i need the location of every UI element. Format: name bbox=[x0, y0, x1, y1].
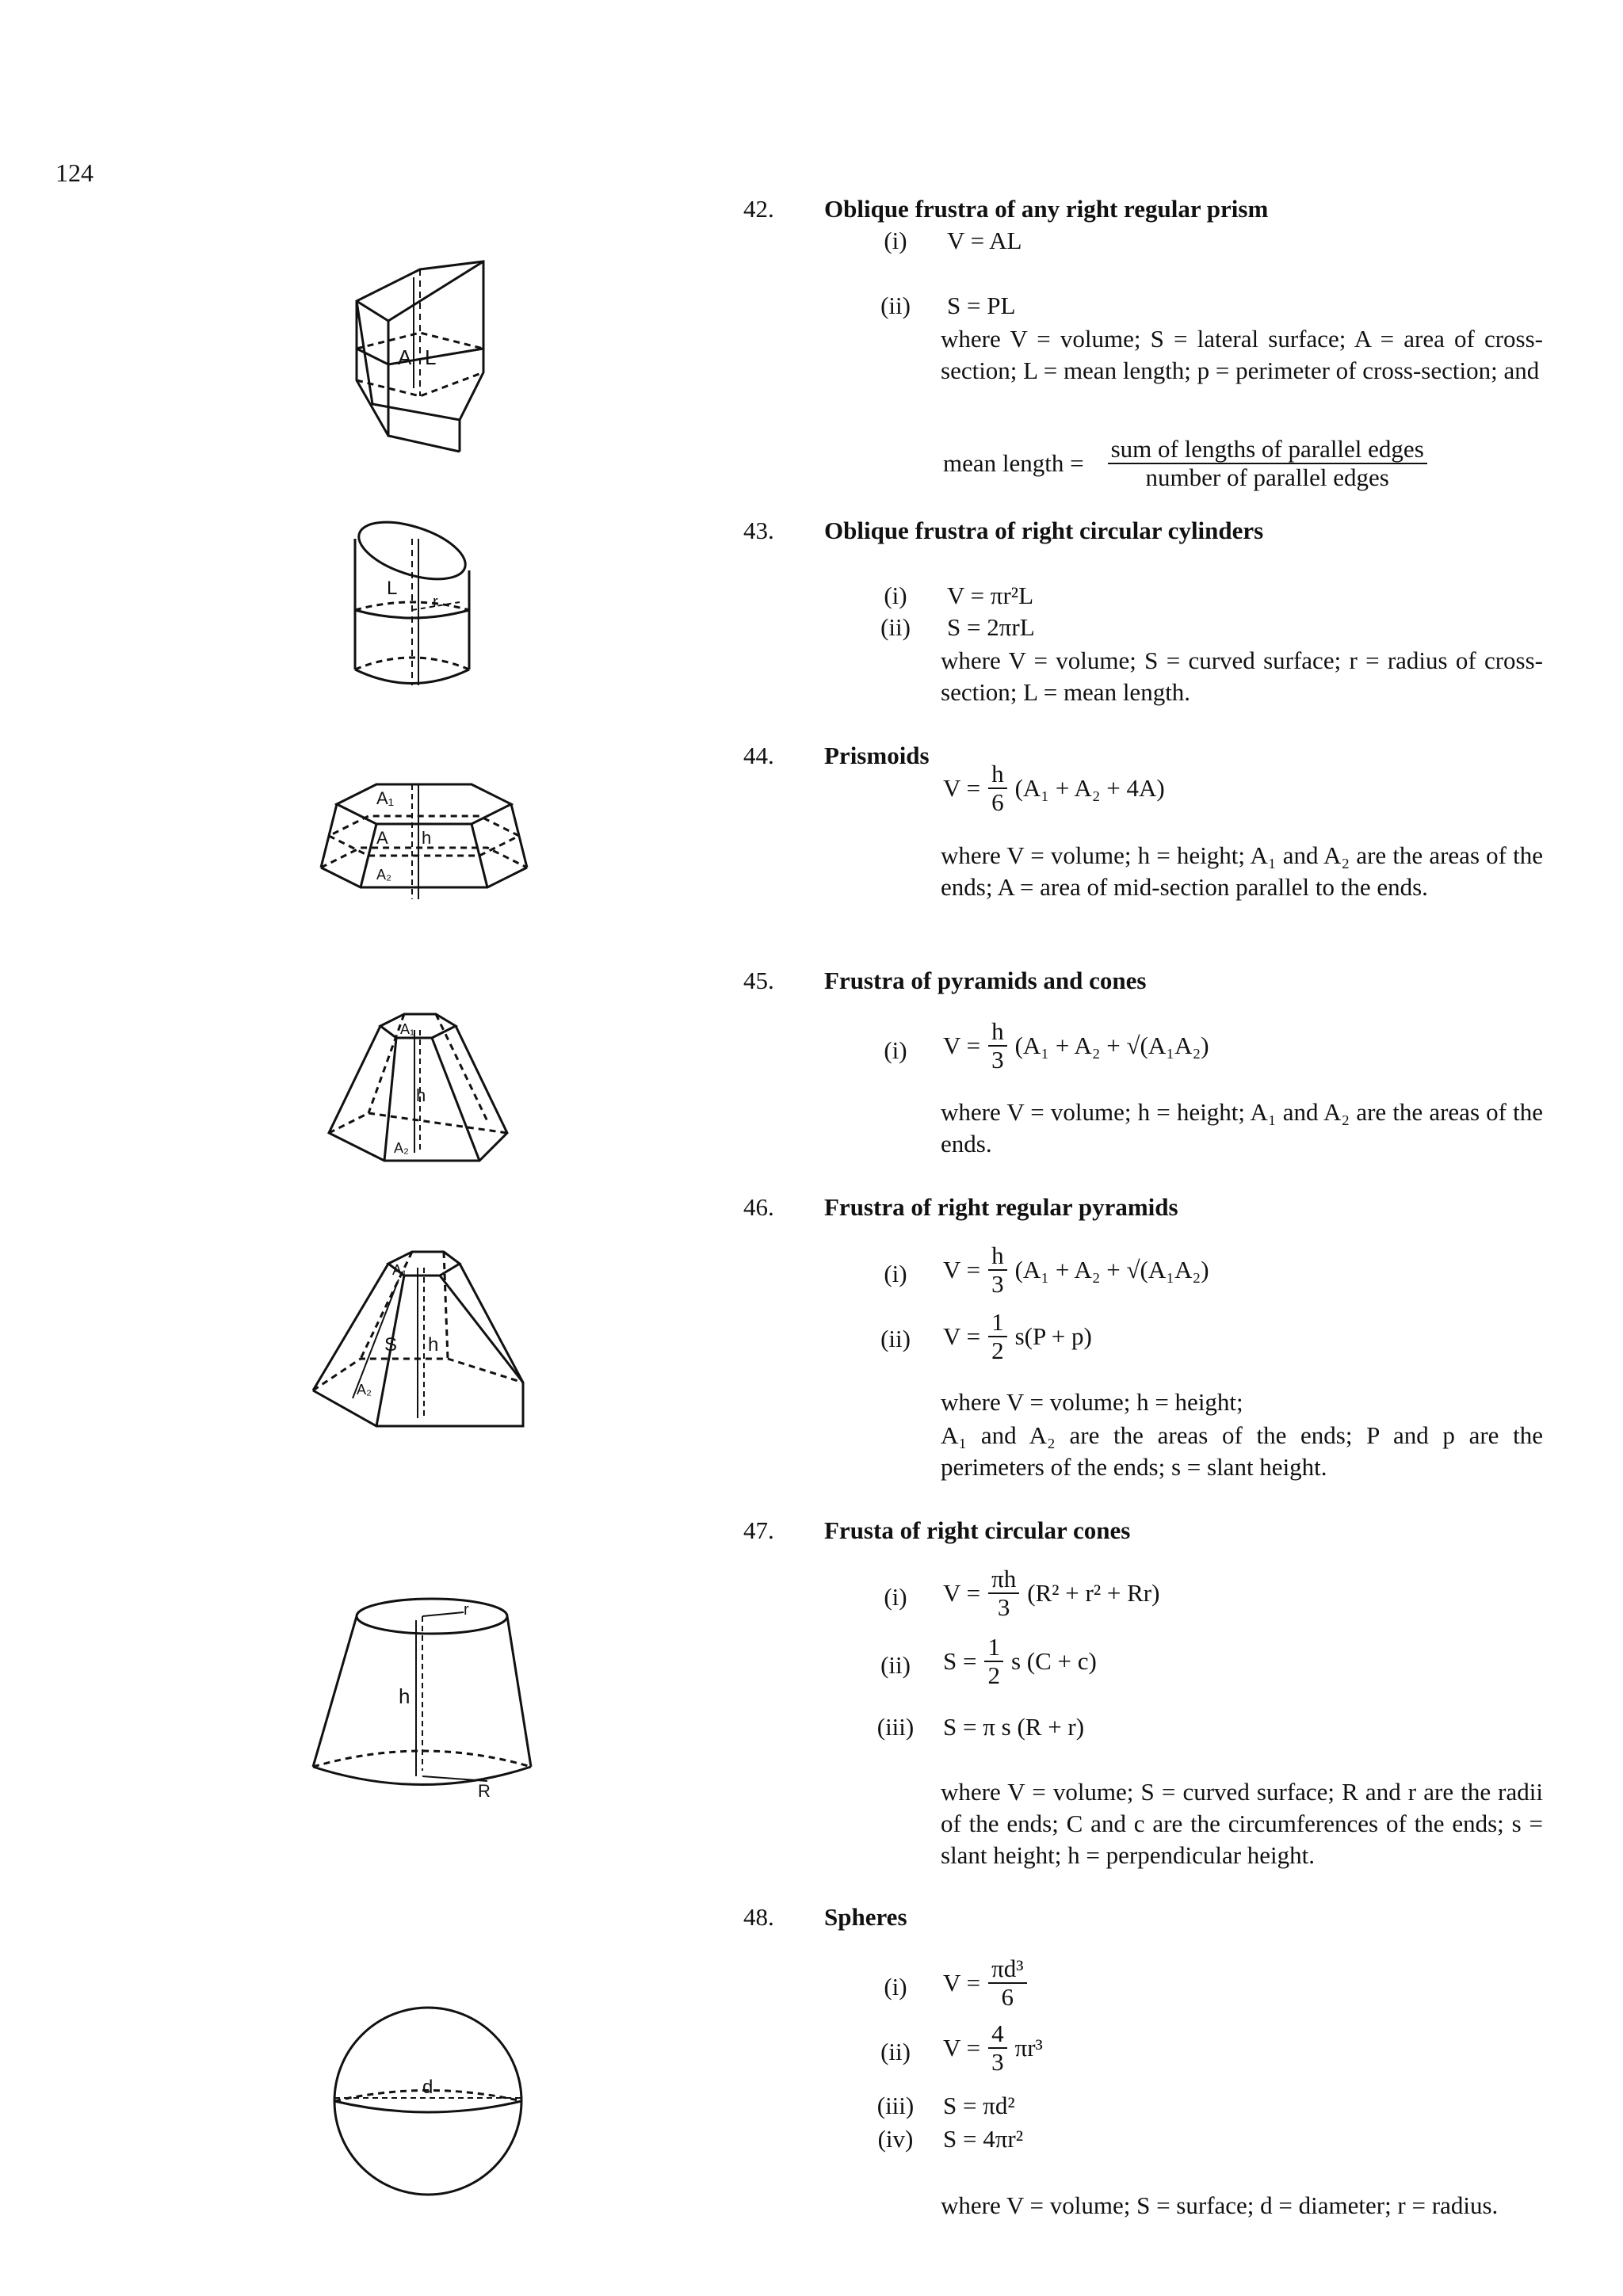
section-number: 47. bbox=[743, 1516, 774, 1544]
formula-index: (ii) bbox=[880, 613, 911, 641]
formula-index: (iii) bbox=[876, 2092, 915, 2119]
fig46-label-h: h bbox=[428, 1334, 439, 1356]
formula-rhs: s(P + p) bbox=[1014, 1322, 1092, 1350]
figure-cone-frustum bbox=[305, 1592, 535, 1806]
fraction-denominator: 2 bbox=[987, 1661, 1000, 1689]
formula-rhs: πr³ bbox=[1014, 2034, 1043, 2061]
formula-rhs: (A₁ + A₂ + √(A₁A₂) bbox=[1014, 1032, 1209, 1059]
formula: S = 4πr² bbox=[943, 2125, 1023, 2153]
figure-oblique-prism bbox=[341, 254, 523, 467]
formula bbox=[943, 761, 1165, 816]
description: where V = volume; S = curved surface; r = radius of cross-section; L = mean length. bbox=[941, 646, 1543, 706]
description: where V = volume; S = surface; d = diameter; r = radius. bbox=[941, 2191, 1499, 2219]
description: where V = volume; S = curved surface; R and r are the radii of the ends; C and c are the circumferences of the ends; s = slant height; h = perpendicular height. bbox=[941, 1778, 1543, 1869]
figure-pyramid-frustum bbox=[321, 1002, 511, 1169]
formula: S = 2πrL bbox=[947, 613, 1035, 641]
fraction-numerator: h bbox=[988, 1242, 1007, 1271]
formula-index: (i) bbox=[884, 1583, 907, 1611]
formula: S = πd² bbox=[943, 2092, 1015, 2119]
section-title: Prismoids bbox=[824, 742, 930, 769]
formula-index: (i) bbox=[884, 1036, 907, 1064]
figure-prismoid bbox=[313, 772, 531, 915]
fig45-label-a2: A₂ bbox=[394, 1140, 409, 1156]
formula bbox=[943, 1634, 1097, 1689]
formula-index: (ii) bbox=[880, 1651, 911, 1679]
section-title: Oblique frustra of any right regular prism bbox=[824, 195, 1269, 223]
section-title: Frusta of right circular cones bbox=[824, 1516, 1131, 1544]
section-number: 46. bbox=[743, 1193, 774, 1221]
formula: V = AL bbox=[947, 227, 1022, 254]
formula-lhs: V = bbox=[943, 1322, 981, 1350]
formula-index: (ii) bbox=[880, 1325, 911, 1352]
formula bbox=[943, 1309, 1092, 1364]
fraction-numerator: h bbox=[988, 1018, 1007, 1047]
formula-lhs: V = bbox=[943, 774, 981, 802]
description: where V = volume; h = height; A₁ and A₂ are the areas of the ends; A = area of mid-section parallel to the ends. bbox=[941, 841, 1543, 901]
fig47-label-h: h bbox=[399, 1684, 411, 1708]
mean-length-formula bbox=[943, 436, 1435, 491]
fig45-label-a1: A₁ bbox=[400, 1021, 415, 1037]
formula-rhs: s (C + c) bbox=[1010, 1647, 1097, 1675]
formula bbox=[943, 2020, 1043, 2076]
section-title: Frustra of right regular pyramids bbox=[824, 1193, 1178, 1221]
formula-index: (iv) bbox=[877, 2125, 914, 2153]
fig46-label-a1: A₁ bbox=[392, 1262, 407, 1278]
formula bbox=[943, 1566, 1159, 1621]
formula-lhs: V = bbox=[943, 1969, 981, 1997]
fraction-denominator: 3 bbox=[991, 2048, 1004, 2076]
fraction-denominator: 6 bbox=[1001, 1983, 1014, 2011]
fig42-label-l: L bbox=[425, 345, 437, 369]
fig43-label-r: r bbox=[433, 593, 438, 611]
formula-index: (i) bbox=[884, 1973, 907, 2000]
fig46-label-s: S bbox=[384, 1334, 398, 1356]
section-number: 43. bbox=[743, 517, 774, 544]
fraction-numerator: 1 bbox=[984, 1634, 1003, 1662]
description: where V = volume; S = lateral surface; A = area of cross-section; L = mean length; p = perimeter of cross-section; and bbox=[941, 325, 1543, 384]
formula-index: (iii) bbox=[876, 1713, 915, 1741]
description: where V = volume; h = height; A₁ and A₂ are the areas of the ends. bbox=[941, 1098, 1543, 1158]
section-number: 42. bbox=[743, 195, 774, 223]
section-number: 45. bbox=[743, 967, 774, 994]
section-number: 44. bbox=[743, 742, 774, 769]
formula bbox=[943, 1955, 1035, 2011]
fig44-label-a2: A₂ bbox=[376, 867, 391, 883]
mean-length-lhs: mean length = bbox=[943, 449, 1084, 477]
fig44-label-a1: A₁ bbox=[376, 788, 395, 808]
formula-lhs: S = bbox=[943, 1647, 977, 1675]
formula-rhs: (A₁ + A₂ + √(A₁A₂) bbox=[1014, 1256, 1209, 1283]
formula-rhs: (A₁ + A₂ + 4A) bbox=[1014, 774, 1165, 802]
fraction-numerator: h bbox=[988, 761, 1007, 789]
fig47-label-r: r bbox=[464, 1601, 469, 1619]
fig46-label-a2: A₂ bbox=[357, 1382, 372, 1398]
fraction-numerator: sum of lengths of parallel edges bbox=[1108, 436, 1427, 464]
fig48-label-d: d bbox=[422, 2077, 433, 2098]
fraction-denominator: number of parallel edges bbox=[1145, 463, 1389, 491]
formula-lhs: V = bbox=[943, 1032, 981, 1059]
formula-lhs: V = bbox=[943, 1579, 981, 1607]
fraction-numerator: πd³ bbox=[988, 1955, 1026, 1984]
fig47-label-big-r: R bbox=[478, 1781, 491, 1801]
section-title: Oblique frustra of right circular cylinders bbox=[824, 517, 1264, 544]
formula-lhs: V = bbox=[943, 2034, 981, 2061]
figure-sphere bbox=[331, 2004, 525, 2199]
formula-lhs: V = bbox=[943, 1256, 981, 1283]
fraction-denominator: 6 bbox=[991, 788, 1004, 816]
section-number: 48. bbox=[743, 1903, 774, 1931]
fraction-numerator: 1 bbox=[988, 1309, 1007, 1337]
formula: V = πr²L bbox=[947, 582, 1034, 609]
fraction-numerator: πh bbox=[988, 1566, 1019, 1594]
formula-index: (ii) bbox=[880, 2038, 911, 2065]
fig42-label-a: A bbox=[398, 345, 412, 369]
description: A₁ and A₂ are the areas of the ends; P and p are the perimeters of the ends; s = slant height. bbox=[941, 1421, 1543, 1481]
formula-index: (i) bbox=[884, 582, 907, 609]
description-line: where V = volume; h = height; bbox=[941, 1388, 1243, 1416]
page-number: 124 bbox=[55, 158, 94, 187]
formula bbox=[943, 1018, 1209, 1074]
formula-index: (ii) bbox=[880, 292, 911, 319]
formula: S = π s (R + r) bbox=[943, 1713, 1085, 1741]
fraction-denominator: 3 bbox=[997, 1593, 1010, 1621]
fraction-denominator: 2 bbox=[991, 1337, 1004, 1364]
fig45-label-h: h bbox=[416, 1085, 426, 1105]
fig43-label-l: L bbox=[387, 578, 398, 599]
formula-rhs: (R² + r² + Rr) bbox=[1027, 1579, 1160, 1607]
fraction-denominator: 3 bbox=[991, 1046, 1004, 1074]
formula bbox=[943, 1242, 1209, 1298]
figure-oblique-cylinder bbox=[349, 507, 499, 705]
formula-index: (i) bbox=[884, 1260, 907, 1287]
fraction-denominator: 3 bbox=[991, 1270, 1004, 1298]
formula: S = PL bbox=[947, 292, 1016, 319]
figure-regular-pyramid-frustum bbox=[305, 1240, 527, 1438]
fig44-label-a: A bbox=[376, 828, 388, 848]
section-title: Frustra of pyramids and cones bbox=[824, 967, 1147, 994]
formula-index: (i) bbox=[884, 227, 907, 254]
fig44-label-h: h bbox=[422, 828, 432, 848]
section-title: Spheres bbox=[824, 1903, 907, 1931]
fraction-numerator: 4 bbox=[988, 2020, 1007, 2049]
